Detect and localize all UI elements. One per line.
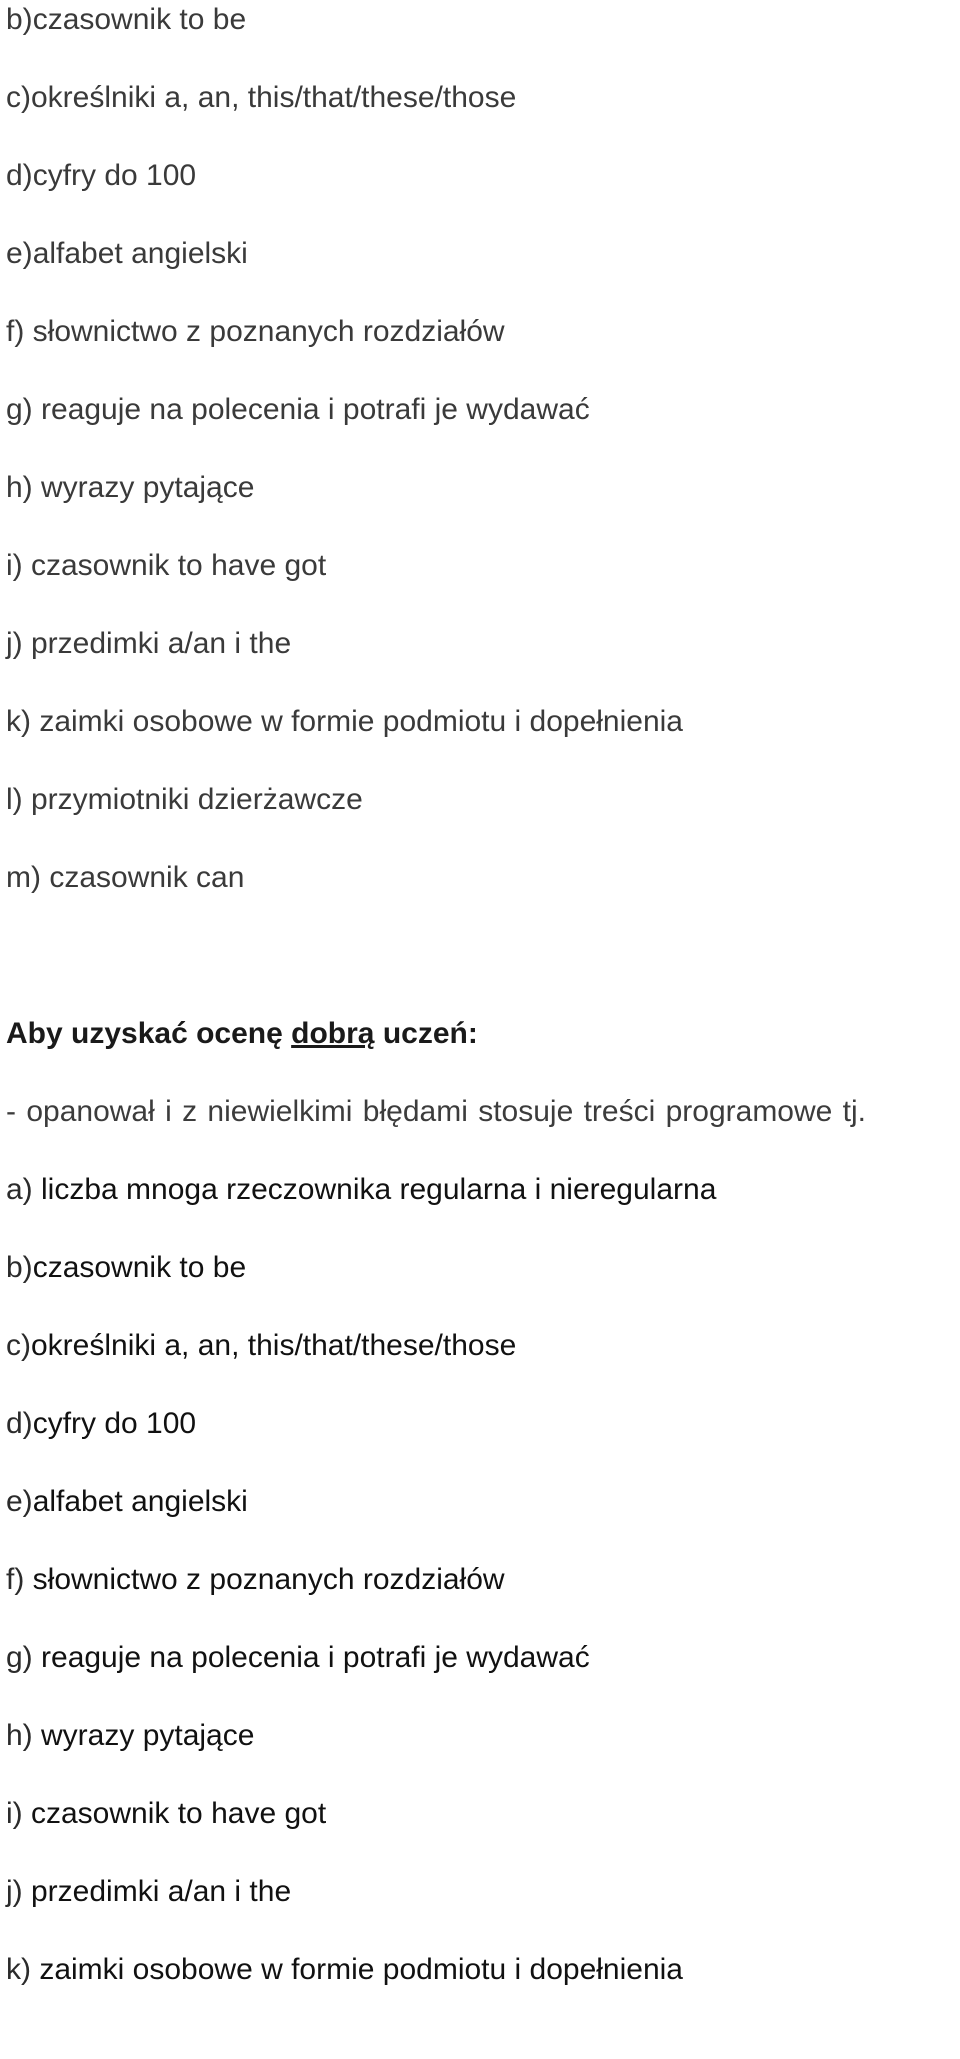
list-item bbox=[6, 1170, 716, 1210]
item-text: słownictwo z poznanych rozdziałów bbox=[32, 1563, 505, 1596]
item-text: reaguje na polecenia i potrafi je wydawać bbox=[41, 1641, 590, 1674]
item-text: alfabet angielski bbox=[32, 237, 248, 270]
item-text: zaimki osobowe w formie podmiotu i dopełnienia bbox=[39, 705, 683, 738]
item-text: reaguje na polecenia i potrafi je wydawać bbox=[41, 393, 590, 426]
item-prefix: g) bbox=[6, 1641, 42, 1674]
item-prefix: e) bbox=[6, 237, 33, 270]
item-text: wyrazy pytające bbox=[41, 471, 255, 504]
item-prefix: g) bbox=[6, 393, 42, 426]
item-text: czasownik to have got bbox=[31, 549, 327, 582]
item-prefix: b) bbox=[6, 3, 33, 36]
list-item bbox=[6, 1638, 590, 1678]
item-text: słownictwo z poznanych rozdziałów bbox=[32, 315, 505, 348]
item-prefix: d) bbox=[6, 1407, 33, 1440]
list-item bbox=[6, 1248, 246, 1288]
list-item bbox=[6, 1872, 291, 1912]
list-item bbox=[6, 156, 196, 196]
item-prefix: k) bbox=[6, 705, 40, 738]
item-prefix: c) bbox=[6, 81, 31, 114]
item-prefix: k) bbox=[6, 1953, 40, 1986]
item-text: liczba mnoga rzeczownika regularna i nieregularna bbox=[41, 1173, 717, 1206]
list-item bbox=[6, 234, 248, 274]
item-prefix: l) bbox=[6, 783, 31, 816]
list-item bbox=[6, 0, 246, 40]
item-prefix: h) bbox=[6, 1719, 42, 1752]
item-text: określniki a, an, this/that/these/those bbox=[31, 81, 517, 114]
item-text: zaimki osobowe w formie podmiotu i dopełnienia bbox=[39, 1953, 683, 1986]
list-item bbox=[6, 1326, 516, 1366]
item-text: przedimki a/an i the bbox=[31, 1875, 292, 1908]
list-item bbox=[6, 702, 683, 742]
grade-heading bbox=[6, 1014, 478, 1054]
list-item bbox=[6, 1794, 326, 1834]
list-item bbox=[6, 624, 291, 664]
item-prefix: d) bbox=[6, 159, 33, 192]
item-text: czasownik to be bbox=[32, 3, 247, 36]
item-prefix: j) bbox=[6, 1875, 31, 1908]
item-prefix: f) bbox=[6, 315, 33, 348]
item-text: czasownik to be bbox=[32, 1251, 247, 1284]
list-item bbox=[6, 390, 590, 430]
item-prefix: c) bbox=[6, 1329, 31, 1362]
heading-text-before: Aby uzyskać ocenę bbox=[6, 1017, 292, 1050]
list-item bbox=[6, 1404, 196, 1444]
item-prefix: f) bbox=[6, 1563, 33, 1596]
list-item bbox=[6, 1716, 254, 1756]
list-item bbox=[6, 780, 363, 820]
item-prefix: b) bbox=[6, 1251, 33, 1284]
item-prefix: m) bbox=[6, 861, 50, 894]
item-prefix: i) bbox=[6, 1797, 31, 1830]
intro-line: - opanował i z niewielkimi błędami stosuje treści programowe tj. bbox=[6, 1095, 867, 1128]
item-text: czasownik to have got bbox=[31, 1797, 327, 1830]
list-item bbox=[6, 858, 244, 898]
list-item bbox=[6, 78, 516, 118]
list-item bbox=[6, 468, 254, 508]
item-prefix: h) bbox=[6, 471, 42, 504]
list-item bbox=[6, 1950, 683, 1990]
heading-grade-underlined: dobrą bbox=[291, 1017, 375, 1050]
item-text: przymiotniki dzierżawcze bbox=[31, 783, 363, 816]
list-item bbox=[6, 1560, 505, 1600]
item-text: określniki a, an, this/that/these/those bbox=[31, 1329, 517, 1362]
item-prefix: e) bbox=[6, 1485, 33, 1518]
item-text: przedimki a/an i the bbox=[31, 627, 292, 660]
item-prefix: i) bbox=[6, 549, 31, 582]
list-item bbox=[6, 1482, 248, 1522]
item-prefix: j) bbox=[6, 627, 31, 660]
item-text: cyfry do 100 bbox=[32, 1407, 197, 1440]
item-prefix: a) bbox=[6, 1173, 42, 1206]
item-text: alfabet angielski bbox=[32, 1485, 248, 1518]
list-item bbox=[6, 312, 505, 352]
item-text: cyfry do 100 bbox=[32, 159, 197, 192]
item-text: czasownik can bbox=[49, 861, 245, 894]
item-text: wyrazy pytające bbox=[41, 1719, 255, 1752]
list-item bbox=[6, 546, 326, 586]
heading-text-after: uczeń: bbox=[374, 1017, 478, 1050]
